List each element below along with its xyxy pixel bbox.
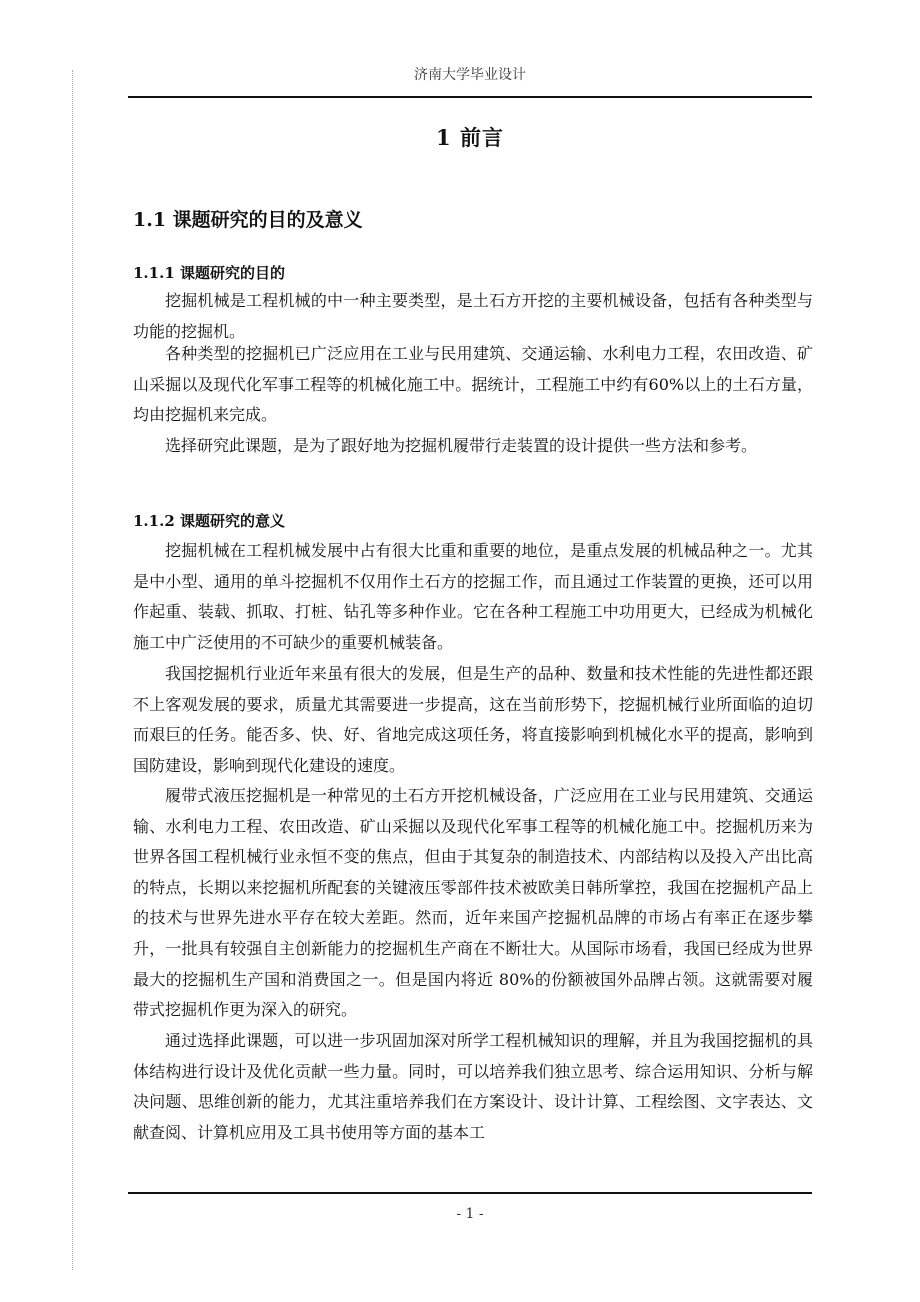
paragraph: 履带式液压挖掘机是一种常见的土石方开挖机械设备，广泛应用在工业与民用建筑、交通运输、水利电力工程、农田改造、矿山采掘以及现代化军事工程等的机械化施工中。挖掘机历来为世界各国工程机械行业永恒不变的焦点，但由于其复杂的制造技术、内部结构以及投入产出比高的特点，长期以来挖掘机所配套的关键液压零部件技术被欧美日韩所掌控，我国在挖掘机产品上的技术与世界先进水平存在较大差距。然而，近年来国产挖掘机品牌的市场占有率正在逐步攀升，一批具有较强自主创新能力的挖掘机生产商在不断壮大。从国际市场看，我国已经成为世界最大的挖掘机生产国和消费国之一。但是国内将近 80%的份额被国外品牌占领。这就需要对履带式挖掘机作更为深入的研究。 <box>133 786 813 1020</box>
section-heading: 1.1 课题研究的目的及意义 <box>133 209 363 231</box>
header-rule <box>128 96 812 98</box>
binding-margin-line <box>72 70 73 1270</box>
subsection-heading-significance: 1.1.2 课题研究的意义 <box>133 512 285 530</box>
page-header: 济南大学毕业设计 <box>414 67 526 83</box>
paragraph: 挖掘机械是工程机械的中一种主要类型，是土石方开挖的主要机械设备，包括有各种类型与功能的挖掘机。 <box>133 291 813 341</box>
paragraph: 挖掘机械在工程机械发展中占有很大比重和重要的地位，是重点发展的机械品种之一。尤其是中小型、通用的单斗挖掘机不仅用作土石方的挖掘工作，而且通过工作装置的更换，还可以用作起重、装载、抓取、打桩、钻孔等多种作业。它在各种工程施工中功用更大，已经成为机械化施工中广泛使用的不可缺少的重要机械装备。 <box>133 541 813 652</box>
paragraph: 选择研究此课题，是为了跟好地为挖掘机履带行走装置的设计提供一些方法和参考。 <box>165 436 758 455</box>
subsection-heading-purpose: 1.1.1 课题研究的目的 <box>133 264 285 282</box>
paragraph: 我国挖掘机行业近年来虽有很大的发展，但是生产的品种、数量和技术性能的先进性都还跟不上客观发展的要求，质量尤其需要进一步提高，这在当前形势下，挖掘机械行业所面临的迫切而艰巨的任务。能否多、快、好、省地完成这项任务，将直接影响到机械化水平的提高，影响到国防建设，影响到现代化建设的速度。 <box>133 664 813 775</box>
footer-rule <box>128 1192 812 1194</box>
page-number: - 1 - <box>456 1206 484 1222</box>
paragraph: 各种类型的挖掘机已广泛应用在工业与民用建筑、交通运输、水利电力工程，农田改造、矿山采掘以及现代化军事工程等的机械化施工中。据统计，工程施工中约有60%以上的土石方量，均由挖掘机来完成。 <box>133 344 813 425</box>
chapter-title: 1 前言 <box>436 125 504 150</box>
paragraph: 通过选择此课题，可以进一步巩固加深对所学工程机械知识的理解，并且为我国挖掘机的具体结构进行设计及优化贡献一些力量。同时，可以培养我们独立思考、综合运用知识、分析与解决问题、思维创新的能力，尤其注重培养我们在方案设计、设计计算、工程绘图、文字表达、文献查阅、计算机应用及工具书使用等方面的基本工 <box>133 1031 813 1142</box>
